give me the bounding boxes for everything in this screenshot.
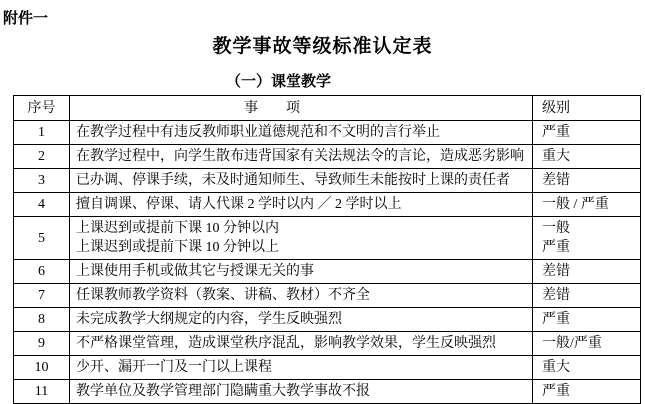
row-level: 一般 / 严重 [533, 193, 641, 217]
header-index: 序号 [14, 96, 70, 121]
table-row [14, 332, 641, 356]
row-level: 一般 严重 [533, 217, 641, 260]
row-item: 在教学过程中，向学生散布违背国家有关法规法令的言论，造成恶劣影响 [70, 145, 533, 169]
row-index: 9 [14, 332, 70, 356]
row-index: 4 [14, 193, 70, 217]
row-item: 擅自调课、停课、请人代课 2 学时以内 ／ 2 学时以上 [70, 193, 533, 217]
table-row [14, 284, 641, 308]
accident-grade-table-container [13, 95, 641, 404]
row-index: 8 [14, 308, 70, 332]
header-item: 事 项 [70, 96, 533, 121]
row-level: 差错 [533, 169, 641, 193]
row-index: 10 [14, 356, 70, 380]
row-index: 6 [14, 260, 70, 284]
attachment-label: 附件一 [3, 11, 49, 27]
table-row [14, 169, 641, 193]
page-title: 教学事故等级标准认定表 [212, 36, 433, 57]
row-item: 在教学过程中有违反教师职业道德规范和不文明的言行举止 [70, 121, 533, 145]
table-row [14, 260, 641, 284]
row-index: 5 [14, 217, 70, 260]
row-level: 差错 [533, 284, 641, 308]
row-level: 差错 [533, 260, 641, 284]
table-row [14, 121, 641, 145]
row-item: 少开、漏开一门及一门以上课程 [70, 356, 533, 380]
accident-grade-table [13, 95, 641, 404]
row-level: 严重 [533, 380, 641, 404]
table-row [14, 308, 641, 332]
row-item: 上课迟到或提前下课 10 分钟以内 上课迟到或提前下课 10 分钟以上 [70, 217, 533, 260]
table-row [14, 356, 641, 380]
row-level: 严重 [533, 121, 641, 145]
table-row [14, 145, 641, 169]
section-subtitle: （一）课堂教学 [225, 74, 331, 90]
row-index: 7 [14, 284, 70, 308]
table-header [14, 96, 641, 121]
row-level: 重大 [533, 145, 641, 169]
row-item: 教学单位及教学管理部门隐瞒重大教学事故不报 [70, 380, 533, 404]
header-row [14, 96, 641, 121]
table-row [14, 193, 641, 217]
row-item: 上课使用手机或做其它与授课无关的事 [70, 260, 533, 284]
header-level: 级别 [533, 96, 641, 121]
row-item: 未完成教学大纲规定的内容，学生反映强烈 [70, 308, 533, 332]
row-index: 1 [14, 121, 70, 145]
row-item: 已办调、停课手续，未及时通知师生、导致师生未能按时上课的责任者 [70, 169, 533, 193]
row-item: 不严格课堂管理，造成课堂秩序混乱，影响教学效果，学生反映强烈 [70, 332, 533, 356]
row-item: 任课教师教学资料（教案、讲稿、教材）不齐全 [70, 284, 533, 308]
row-index: 3 [14, 169, 70, 193]
row-level: 严重 [533, 308, 641, 332]
row-level: 一般/严重 [533, 332, 641, 356]
row-level: 重大 [533, 356, 641, 380]
row-index: 2 [14, 145, 70, 169]
table-row [14, 217, 641, 260]
table-body [14, 121, 641, 404]
row-index: 11 [14, 380, 70, 404]
